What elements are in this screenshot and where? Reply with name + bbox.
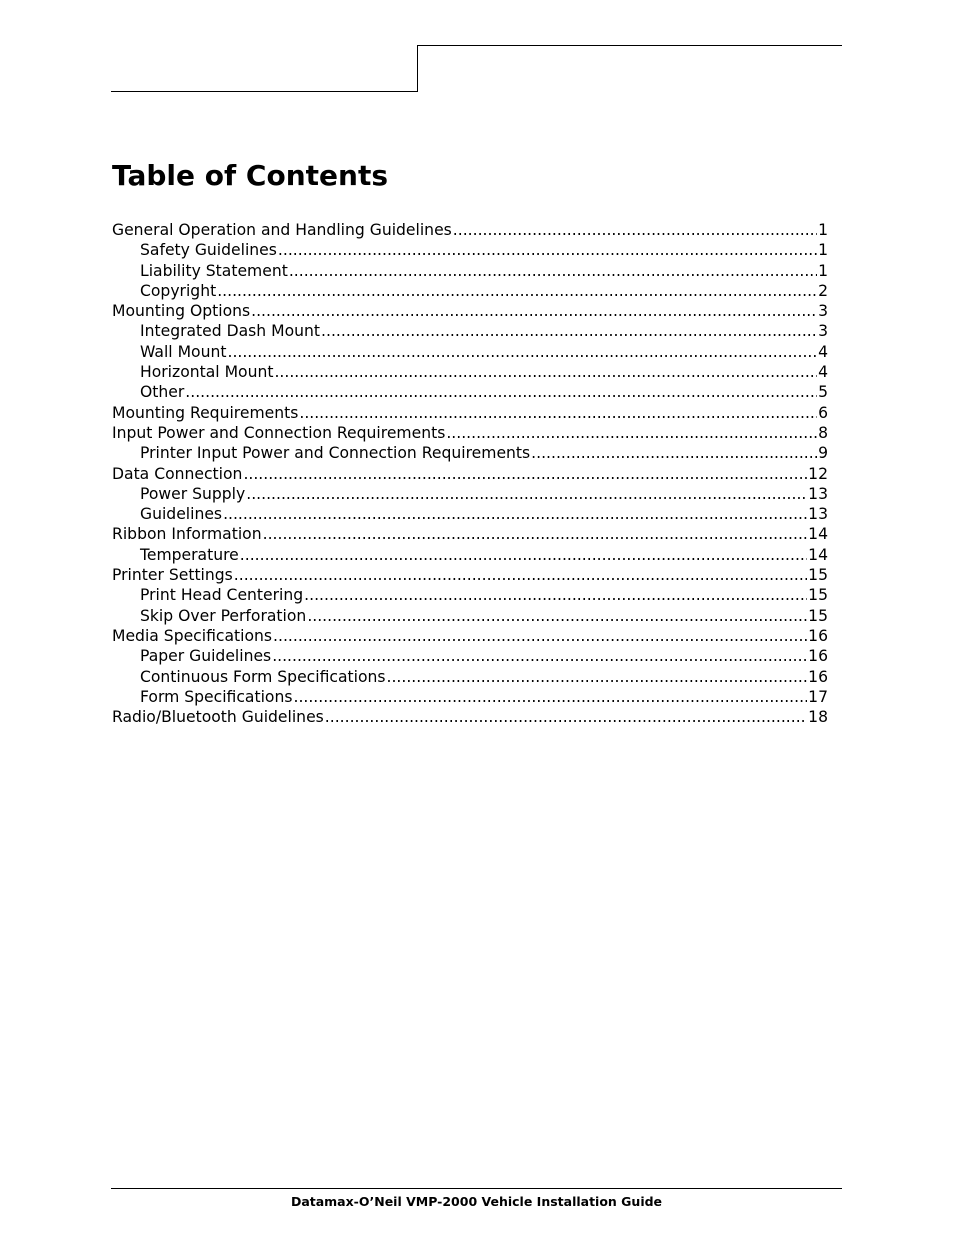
toc-entry-page: 4	[818, 342, 828, 361]
toc-entry-page: 6	[818, 403, 828, 422]
toc-entry[interactable]	[112, 261, 828, 281]
toc-entry-page: 15	[808, 606, 828, 625]
toc-entry-label: Media Specifications	[112, 626, 273, 645]
toc-dot-leader	[278, 240, 817, 260]
toc-entry-page: 13	[808, 505, 828, 524]
toc-dot-leader	[325, 707, 807, 727]
toc-entry-page: 5	[818, 383, 828, 402]
toc-entry-label: Input Power and Connection Requirements	[112, 423, 446, 442]
toc-entry-page: 1	[818, 221, 828, 239]
toc-entry-label: Skip Over Perforation	[140, 606, 307, 625]
toc-entry-label: Wall Mount	[140, 342, 227, 361]
toc-dot-leader	[251, 301, 817, 321]
toc-entry-page: 2	[818, 281, 828, 300]
toc-entry-label: Mounting Options	[112, 302, 251, 321]
toc-entry-label: Data Connection	[112, 464, 243, 483]
toc-entry-label: Printer Input Power and Connection Requirements	[140, 444, 531, 463]
toc-dot-leader	[185, 382, 817, 402]
toc-entry-label: Integrated Dash Mount	[140, 322, 321, 341]
toc-entry[interactable]	[112, 484, 828, 504]
toc-entry[interactable]	[112, 667, 828, 687]
toc-entry-label: Guidelines	[140, 505, 223, 524]
toc-dot-leader	[263, 524, 808, 544]
header-rule-step	[417, 45, 418, 92]
toc-dot-leader	[227, 342, 817, 362]
toc-entry-page: 17	[808, 687, 828, 706]
toc-entry[interactable]	[112, 321, 828, 341]
toc-entry-label: Copyright	[140, 281, 217, 300]
table-of-contents	[112, 220, 828, 727]
toc-entry[interactable]	[112, 220, 828, 240]
toc-entry[interactable]	[112, 626, 828, 646]
toc-dot-leader	[307, 606, 807, 626]
toc-entry-page: 18	[808, 708, 828, 727]
toc-entry[interactable]	[112, 403, 828, 423]
toc-entry[interactable]	[112, 545, 828, 565]
toc-dot-leader	[531, 443, 817, 463]
header-rule-right	[417, 45, 842, 46]
toc-entry-label: Other	[140, 383, 185, 402]
toc-entry-label: Ribbon Information	[112, 525, 262, 544]
toc-entry-label: Paper Guidelines	[140, 647, 272, 666]
toc-entry-page: 1	[818, 261, 828, 280]
toc-dot-leader	[217, 281, 817, 301]
toc-dot-leader	[223, 504, 807, 524]
toc-entry-label: Radio/Bluetooth Guidelines	[112, 708, 324, 727]
toc-entry-page: 14	[808, 525, 828, 544]
toc-entry[interactable]	[112, 565, 828, 585]
toc-entry-page: 4	[818, 363, 828, 382]
toc-entry[interactable]	[112, 606, 828, 626]
toc-entry-page: 1	[818, 241, 828, 260]
toc-entry-label: Horizontal Mount	[140, 363, 274, 382]
toc-entry-page: 15	[808, 586, 828, 605]
toc-entry-page: 3	[818, 302, 828, 321]
toc-entry[interactable]	[112, 524, 828, 544]
toc-dot-leader	[299, 403, 817, 423]
toc-entry[interactable]	[112, 443, 828, 463]
toc-entry[interactable]	[112, 646, 828, 666]
toc-dot-leader	[272, 646, 807, 666]
toc-entry[interactable]	[112, 585, 828, 605]
toc-dot-leader	[304, 585, 807, 605]
toc-entry[interactable]	[112, 301, 828, 321]
toc-entry[interactable]	[112, 687, 828, 707]
toc-entry[interactable]	[112, 423, 828, 443]
toc-entry-label: Power Supply	[140, 484, 246, 503]
toc-entry[interactable]	[112, 342, 828, 362]
footer-title: Datamax-O’Neil VMP-2000 Vehicle Installation Guide	[290, 1194, 663, 1209]
toc-dot-leader	[246, 484, 807, 504]
toc-entry-page: 14	[808, 545, 828, 564]
toc-entry-label: Print Head Centering	[140, 586, 304, 605]
toc-entry-label: Temperature	[140, 545, 239, 564]
toc-entry-page: 16	[808, 626, 828, 645]
toc-entry-label: Liability Statement	[140, 261, 288, 280]
toc-entry[interactable]	[112, 281, 828, 301]
toc-entry-label: General Operation and Handling Guidelines	[112, 221, 452, 239]
toc-dot-leader	[240, 545, 807, 565]
toc-entry-page: 15	[808, 566, 828, 585]
page-title: Table of Contents	[112, 159, 389, 192]
toc-dot-leader	[446, 423, 817, 443]
toc-entry-label: Continuous Form Specifications	[140, 667, 386, 686]
header-rule-left	[111, 91, 418, 92]
toc-dot-leader	[453, 220, 817, 240]
toc-entry-label: Form Specifications	[140, 687, 293, 706]
toc-dot-leader	[387, 667, 808, 687]
toc-dot-leader	[234, 565, 807, 585]
toc-dot-leader	[243, 464, 807, 484]
toc-entry-page: 16	[808, 667, 828, 686]
toc-entry[interactable]	[112, 362, 828, 382]
toc-entry-page: 12	[808, 464, 828, 483]
toc-dot-leader	[274, 362, 817, 382]
toc-dot-leader	[273, 626, 807, 646]
toc-entry[interactable]	[112, 464, 828, 484]
toc-dot-leader	[289, 261, 817, 281]
toc-dot-leader	[321, 321, 817, 341]
toc-entry-label: Printer Settings	[112, 566, 233, 585]
toc-entry-page: 16	[808, 647, 828, 666]
toc-entry-page: 8	[818, 423, 828, 442]
toc-dot-leader	[293, 687, 807, 707]
toc-entry[interactable]	[112, 240, 828, 260]
footer-rule	[111, 1188, 842, 1189]
toc-entry-page: 9	[818, 444, 828, 463]
toc-entry[interactable]	[112, 382, 828, 402]
toc-entry-label: Safety Guidelines	[140, 241, 277, 260]
toc-entry-page: 13	[808, 484, 828, 503]
toc-entry[interactable]	[112, 707, 828, 727]
toc-entry-label: Mounting Requirements	[112, 403, 299, 422]
toc-entry[interactable]	[112, 504, 828, 524]
toc-entry-page: 3	[818, 322, 828, 341]
